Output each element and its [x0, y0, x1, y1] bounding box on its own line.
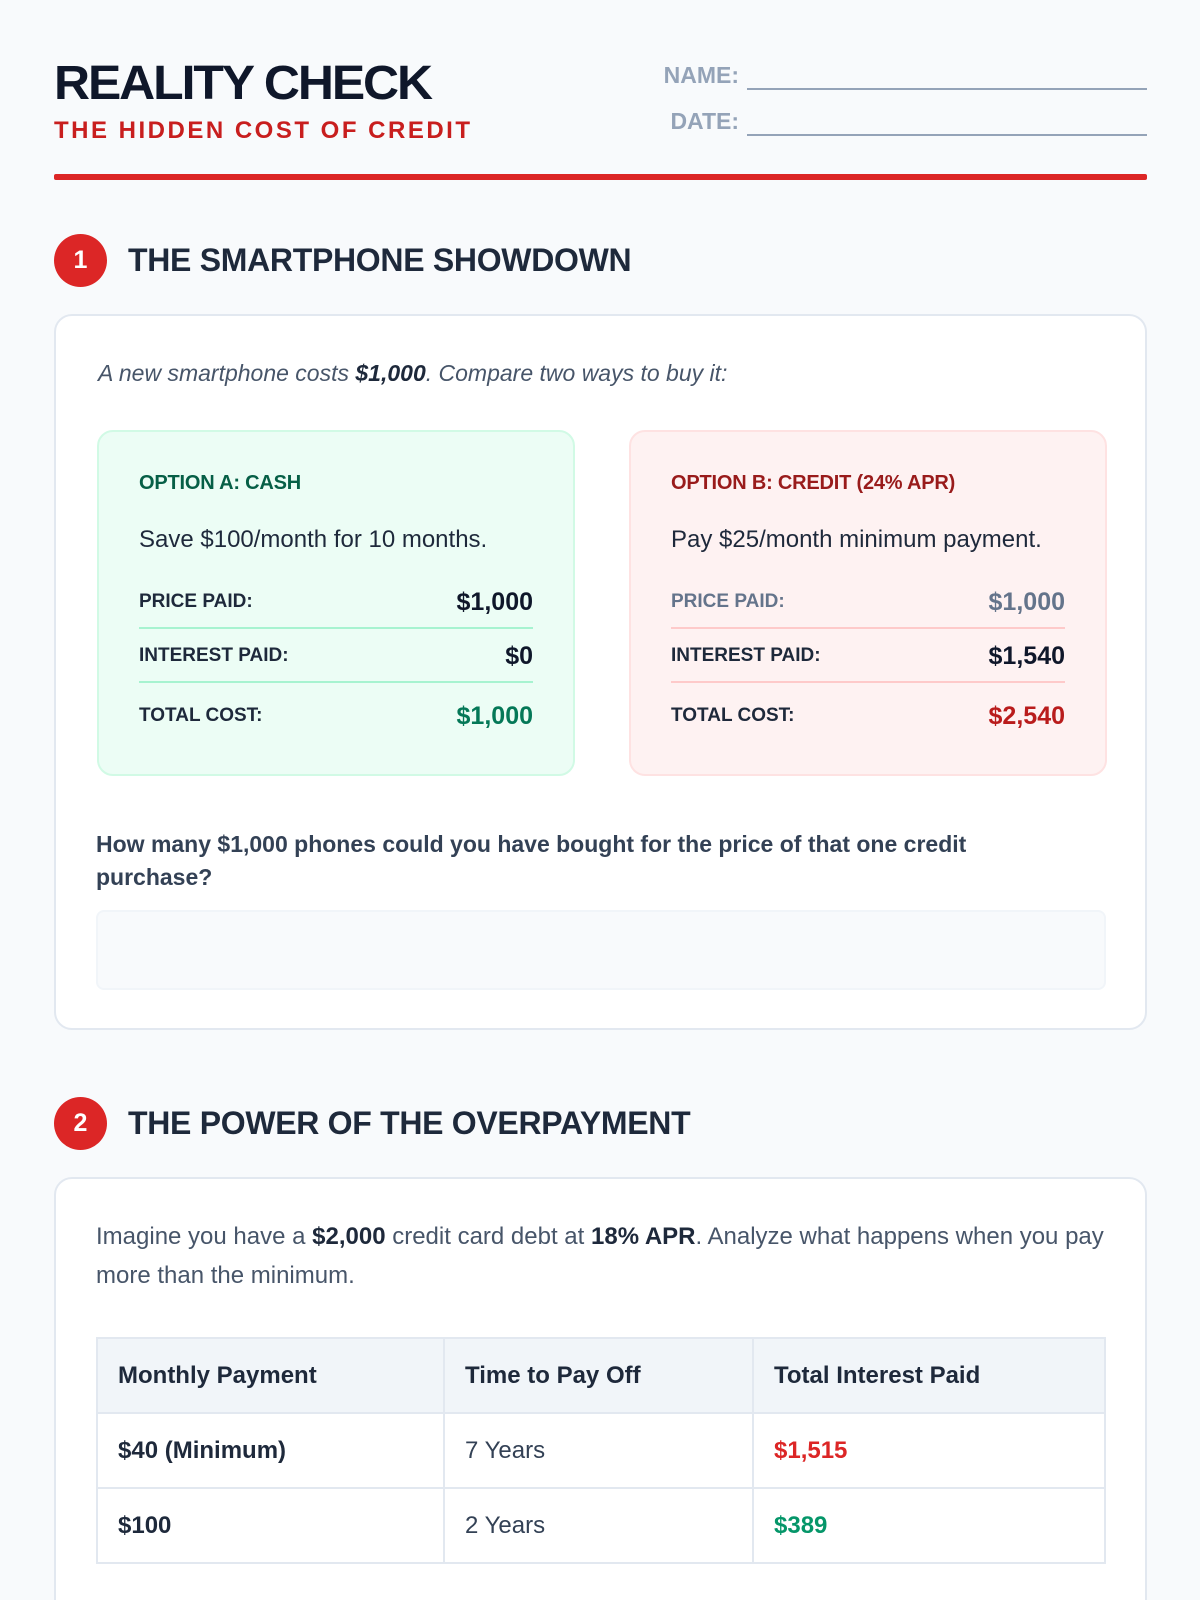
- row-divider: [139, 681, 533, 683]
- row-value: $1,540: [988, 641, 1065, 670]
- row-label: INTEREST PAID:: [671, 645, 821, 666]
- name-label: NAME:: [663, 62, 739, 88]
- section-1-title: THE SMARTPHONE SHOWDOWN: [128, 242, 632, 278]
- intro-price: $1,000: [355, 360, 426, 386]
- section-2-title: THE POWER OF THE OVERPAYMENT: [128, 1105, 691, 1141]
- row-value: $2,540: [988, 701, 1065, 730]
- row-divider: [139, 627, 533, 629]
- section-1-number-badge: 1: [54, 234, 107, 287]
- cell-time-to-pay-off: 2 Years: [444, 1488, 753, 1563]
- section-1-card: [54, 314, 1147, 1030]
- option-b-title: OPTION B: CREDIT (24% APR): [671, 472, 956, 494]
- section-2-heading: [54, 1097, 690, 1150]
- payoff-table: [96, 1337, 1106, 1564]
- intro-apr: 18% APR: [591, 1223, 696, 1250]
- row-label: INTEREST PAID:: [139, 645, 289, 666]
- option-a-cash-panel: [97, 430, 575, 776]
- date-field[interactable]: [747, 110, 1147, 136]
- cell-monthly-payment: $40 (Minimum): [97, 1413, 444, 1488]
- option-b-total-row: [671, 694, 1065, 738]
- row-label: PRICE PAID:: [671, 591, 785, 612]
- row-divider: [671, 681, 1065, 683]
- row-divider: [671, 627, 1065, 629]
- page-title: REALITY CHECK: [54, 57, 431, 110]
- row-value: $1,000: [456, 701, 533, 730]
- row-value: $0: [505, 641, 533, 670]
- intro-text-end: . Compare two ways to buy it:: [425, 360, 728, 386]
- intro-text: A new smartphone costs: [98, 360, 356, 386]
- option-b-credit-panel: [629, 430, 1107, 776]
- column-header-total-interest: Total Interest Paid: [753, 1338, 1105, 1413]
- name-field[interactable]: [747, 64, 1147, 90]
- table-row: [97, 1488, 1105, 1563]
- section-1-question: How many $1,000 phones could you have bought for the price of that one credit purchase?: [96, 831, 967, 890]
- table-header-row: [97, 1338, 1105, 1413]
- option-a-title: OPTION A: CASH: [139, 472, 302, 494]
- option-b-interest-row: [671, 634, 1065, 678]
- cell-total-interest: $1,515: [753, 1413, 1105, 1488]
- option-a-price-row: [139, 580, 533, 624]
- section-2-card: [54, 1177, 1147, 1600]
- table-row: [97, 1413, 1105, 1488]
- intro-text-end: . Analyze what happens when you pay more than the minimum.: [96, 1223, 1104, 1289]
- page-subtitle: THE HIDDEN COST OF CREDIT: [54, 117, 473, 144]
- row-value: $1,000: [456, 587, 533, 616]
- header-divider: [54, 174, 1147, 180]
- section-1-intro: [98, 360, 727, 387]
- option-a-description: Save $100/month for 10 months.: [139, 526, 488, 553]
- name-field-row: [657, 60, 1147, 90]
- section-2-intro: [96, 1217, 1106, 1295]
- date-field-row: [657, 106, 1147, 136]
- cell-monthly-payment: $100: [97, 1488, 444, 1563]
- option-b-price-row: [671, 580, 1065, 624]
- worksheet-page: [54, 0, 1147, 1539]
- option-a-total-row: [139, 694, 533, 738]
- row-label: PRICE PAID:: [139, 591, 253, 612]
- row-label: TOTAL COST:: [671, 705, 795, 726]
- worksheet-header: [54, 0, 1147, 181]
- date-label: DATE:: [670, 108, 739, 134]
- row-label: TOTAL COST:: [139, 705, 263, 726]
- intro-text: Imagine you have a: [96, 1223, 313, 1250]
- option-a-interest-row: [139, 634, 533, 678]
- row-value: $1,000: [988, 587, 1065, 616]
- answer-input-box[interactable]: [96, 910, 1106, 990]
- cell-time-to-pay-off: 7 Years: [444, 1413, 753, 1488]
- option-b-description: Pay $25/month minimum payment.: [671, 526, 1042, 553]
- cell-total-interest: $389: [753, 1488, 1105, 1563]
- section-2-number-badge: 2: [54, 1097, 107, 1150]
- intro-debt-amount: $2,000: [312, 1223, 386, 1250]
- section-1-heading: [54, 234, 631, 287]
- column-header-time-to-pay-off: Time to Pay Off: [444, 1338, 753, 1413]
- column-header-monthly-payment: Monthly Payment: [97, 1338, 444, 1413]
- intro-text: credit card debt at: [385, 1223, 591, 1250]
